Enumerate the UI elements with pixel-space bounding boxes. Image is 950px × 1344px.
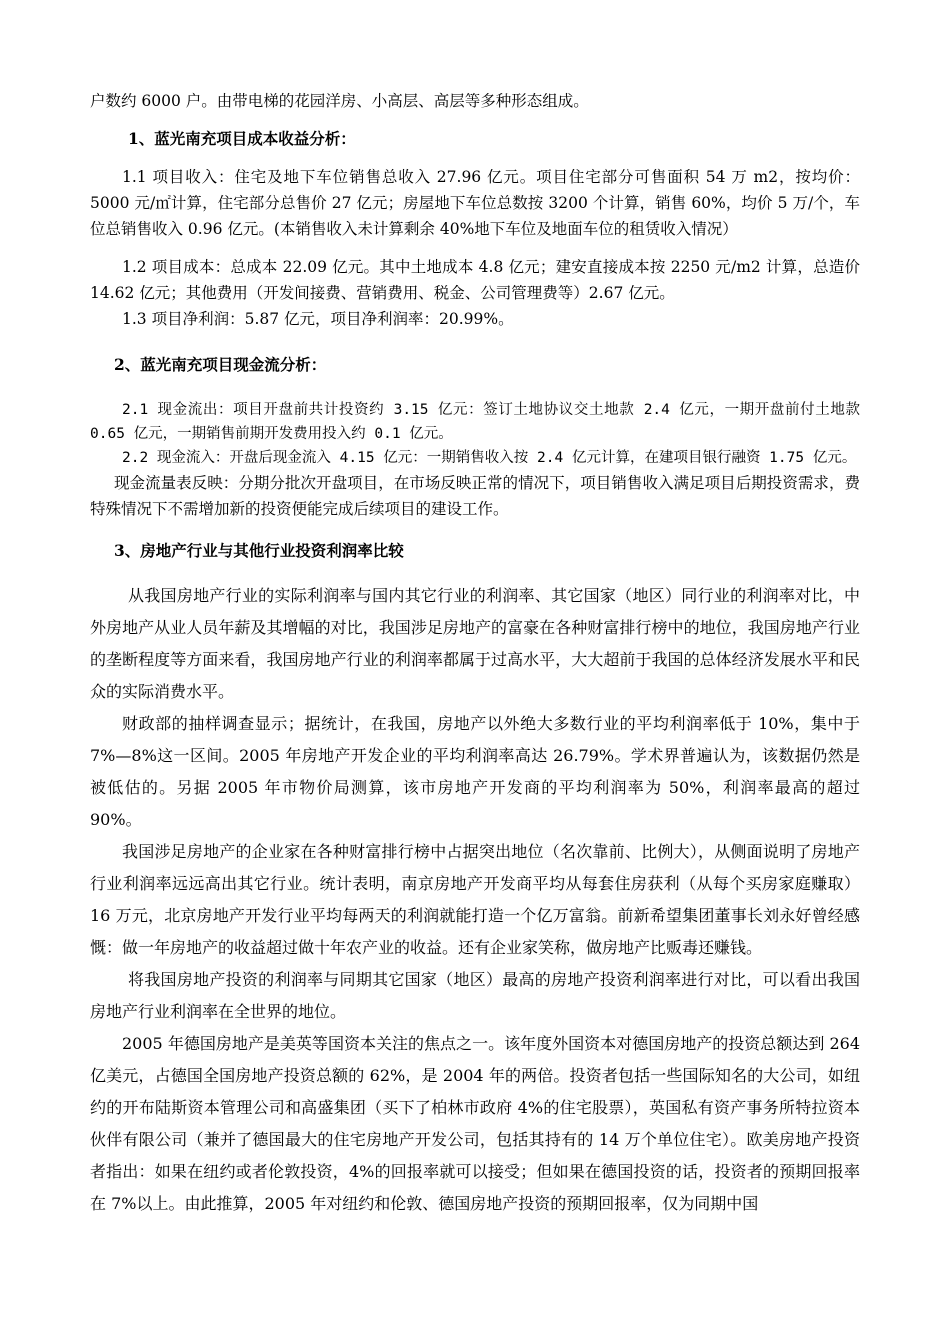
cashflow-summary-paragraph: 现金流量表反映：分期分批次开盘项目，在市场反映正常的情况下，项目销售收入满足项目后期投资需求，费特殊情况下不需增加新的投资便能完成后续项目的建设工作。 bbox=[90, 474, 860, 518]
section-2-heading: 2、蓝光南充项目现金流分析： bbox=[114, 355, 327, 374]
section-1-2-paragraph: 1.2 项目成本：总成本 22.09 亿元。其中土地成本 4.8 亿元；建安直接成本按 2250 元/m2 计算，总造价 14.62 亿元；其他费用（开发间接费、营销费用、税金、公司管理费等）2.67 亿元。 bbox=[90, 258, 860, 302]
section-2-2-paragraph: 2.2 现金流入：开盘后现金流入 4.15 亿元：一期销售收入按 2.4 亿元计算，在建项目银行融资 1.75 亿元。 bbox=[122, 450, 857, 466]
section-3-paragraph-2: 财政部的抽样调查显示；据统计，在我国，房地产以外绝大多数行业的平均利润率低于 10%，集中于 7%—8%这一区间。2005 年房地产开发企业的平均利润率高达 26.79%。学术界普遍认为，该数据仍然是被低估的。另据 2005 年市物价局测算，该市房地产开发商的平均利润率为 50%，利润率最高的超过 90%。 bbox=[90, 714, 860, 829]
section-3-paragraph-3: 我国涉足房地产的企业家在各种财富排行榜中占据突出地位（名次靠前、比例大），从侧面说明了房地产行业利润率远远高出其它行业。统计表明，南京房地产开发商平均从每套住房获利（从每个买房家庭赚取）16 万元，北京房地产开发行业平均每两天的利润就能打造一个亿万富翁。前新希望集团董事长刘永好曾经感慨：做一年房地产的收益超过做十年农产业的收益。还有企业家笑称，做房地产比贩毒还赚钱。 bbox=[90, 842, 860, 957]
section-3-paragraph-1: 从我国房地产行业的实际利润率与国内其它行业的利润率、其它国家（地区）同行业的利润率对比，中外房地产从业人员年薪及其增幅的对比，我国涉足房地产的富豪在各种财富排行榜中的地位，我国房地产行业的垄断程度等方面来看，我国房地产行业的利润率都属于过高水平，大大超前于我国的总体经济发展水平和民众的实际消费水平。 bbox=[90, 586, 860, 701]
section-3-paragraph-4: 将我国房地产投资的利润率与同期其它国家（地区）最高的房地产投资利润率进行对比，可以看出我国房地产行业利润率在全世界的地位。 bbox=[90, 970, 860, 1021]
intro-line: 户数约 6000 户。由带电梯的花园洋房、小高层、高层等多种形态组成。 bbox=[90, 92, 589, 110]
section-1-heading: 1、蓝光南充项目成本收益分析： bbox=[128, 129, 356, 148]
section-3-heading: 3、房地产行业与其他行业投资利润率比较 bbox=[114, 541, 404, 560]
section-3-paragraph-5: 2005 年德国房地产是美英等国资本关注的焦点之一。该年度外国资本对德国房地产的投资总额达到 264 亿美元，占德国全国房地产投资总额的 62%，是 2004 年的两倍。投资者包括一些国际知名的大公司，如纽约的开布陆斯资本管理公司和高盛集团（买下了柏林市政府 4%的住宅股票），英国私有资产事务所特拉资本伙伴有限公司（兼并了德国最大的住宅房地产开发公司，包括其持有的 14 万个单位住宅）。欧美房地产投资者指出：如果在纽约或者伦敦投资，4%的回报率就可以接受；但如果在德国投资的话，投资者的预期回报率在 7%以上。由此推算，2005 年对纽约和伦敦、德国房地产投资的预期回报率，仅为同期中国 bbox=[90, 1034, 860, 1213]
document-page bbox=[90, 88, 860, 1220]
section-2-1-paragraph: 2.1 现金流出：项目开盘前共计投资约 3.15 亿元：签订土地协议交土地款 2.4 亿元，一期开盘前付土地款 0.65 亿元，一期销售前期开发费用投入约 0.1 亿元。 bbox=[90, 402, 860, 442]
section-1-3-paragraph: 1.3 项目净利润：5.87 亿元，项目净利润率：20.99%。 bbox=[122, 310, 514, 328]
section-1-1-paragraph: 1.1 项目收入：住宅及地下车位销售总收入 27.96 亿元。项目住宅部分可售面积 54 万 m2，按均价：5000 元/㎡计算，住宅部分总售价 27 亿元；房屋地下车位总数按 3200 个计算，销售 60%，均价 5 万/个，车位总销售收入 0.96 亿元。(本销售收入未计算剩余 40%地下车位及地面车位的租赁收入情况） bbox=[90, 168, 860, 238]
